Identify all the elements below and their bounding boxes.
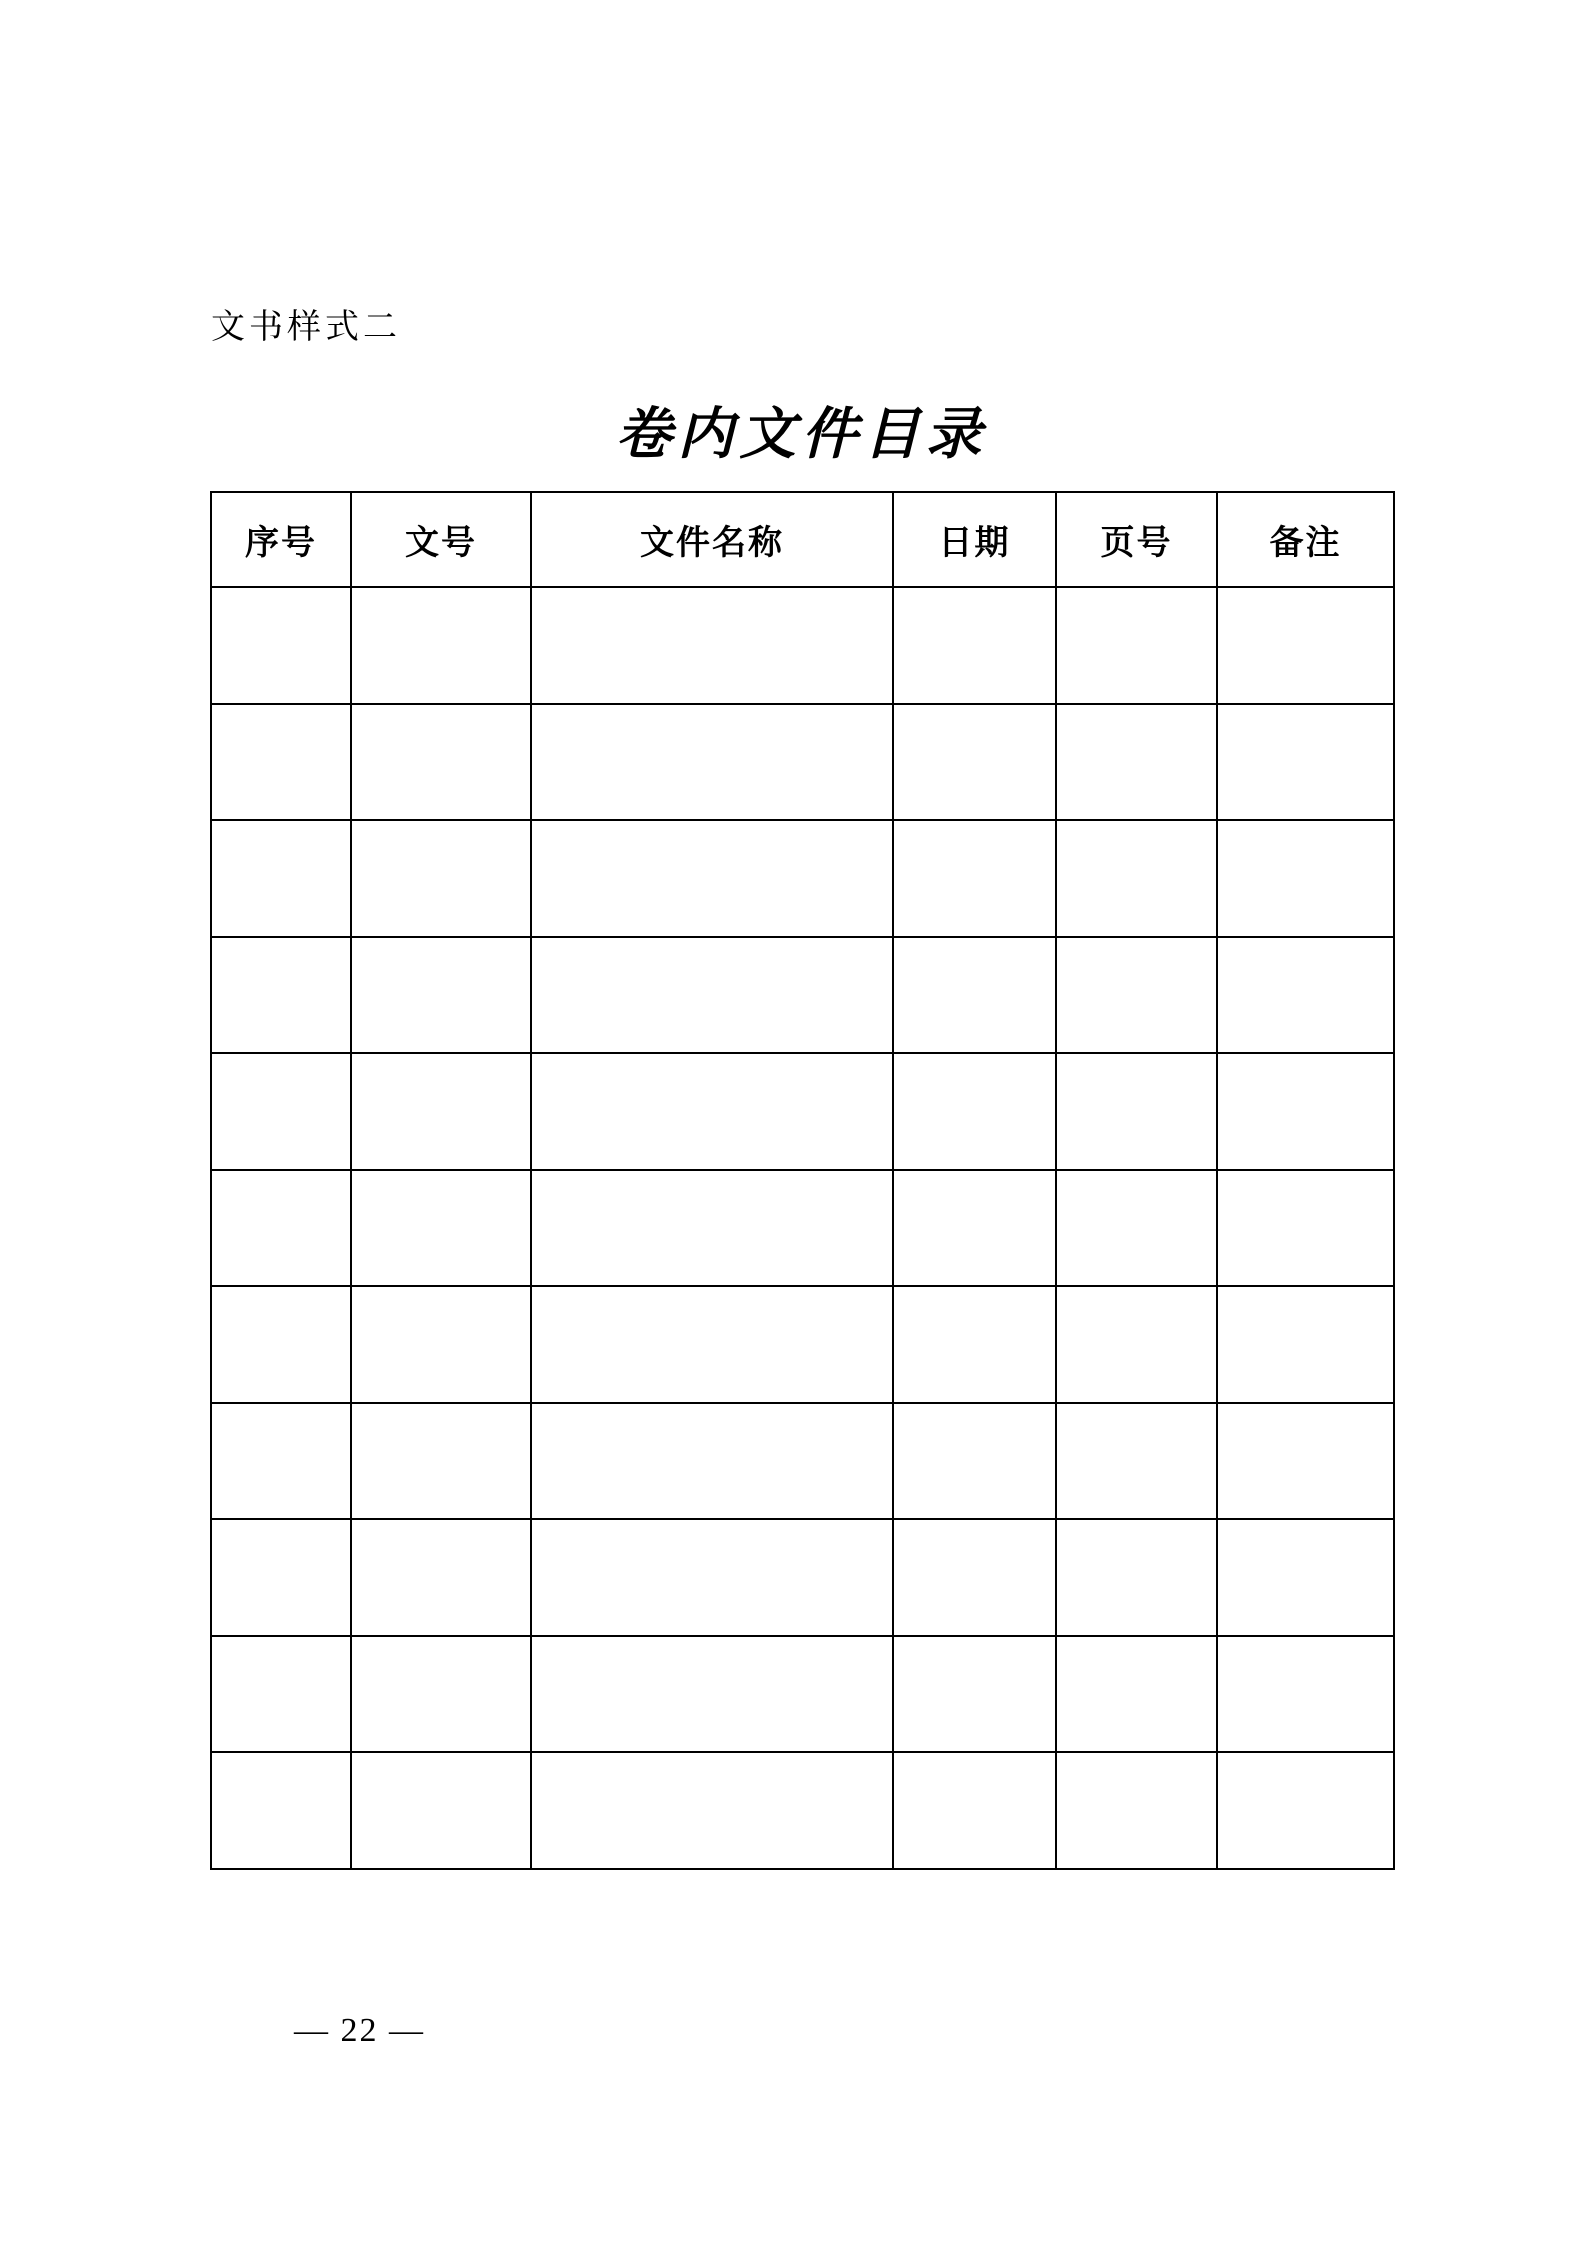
table-cell — [531, 1636, 893, 1753]
table-cell — [211, 704, 351, 821]
table-cell — [211, 1752, 351, 1869]
table-row — [211, 587, 1394, 704]
table-cell — [1217, 704, 1394, 821]
table-cell — [1217, 1053, 1394, 1170]
table-row — [211, 820, 1394, 937]
table-cell — [1056, 1752, 1217, 1869]
table-cell — [531, 587, 893, 704]
table-cell — [1217, 1286, 1394, 1403]
table-cell — [351, 1286, 531, 1403]
table-cell — [351, 1053, 531, 1170]
page-number: — 22 — — [294, 2012, 425, 2049]
table-cell — [1056, 1170, 1217, 1287]
header-serial-number: 序号 — [211, 492, 351, 587]
table-cell — [1056, 1403, 1217, 1520]
file-directory-table — [210, 491, 1395, 1870]
table-cell — [1217, 937, 1394, 1054]
table-cell — [351, 820, 531, 937]
table-cell — [211, 587, 351, 704]
table-cell — [1217, 1752, 1394, 1869]
table-cell — [1056, 1519, 1217, 1636]
header-file-name: 文件名称 — [531, 492, 893, 587]
header-page-no: 页号 — [1056, 492, 1217, 587]
table-cell — [1056, 1636, 1217, 1753]
table-cell — [893, 587, 1056, 704]
table-row — [211, 937, 1394, 1054]
table-cell — [893, 820, 1056, 937]
table-row — [211, 1053, 1394, 1170]
table-cell — [211, 937, 351, 1054]
table-row — [211, 1286, 1394, 1403]
header-remarks: 备注 — [1217, 492, 1394, 587]
table-cell — [351, 1403, 531, 1520]
table-cell — [893, 1752, 1056, 1869]
table-cell — [531, 1403, 893, 1520]
table-cell — [531, 704, 893, 821]
table-cell — [893, 704, 1056, 821]
table-cell — [1217, 1170, 1394, 1287]
table-cell — [1056, 1053, 1217, 1170]
header-document-number: 文号 — [351, 492, 531, 587]
table-cell — [1056, 937, 1217, 1054]
table-cell — [351, 704, 531, 821]
table-cell — [893, 1519, 1056, 1636]
table-row — [211, 704, 1394, 821]
doc-style-label: 文书样式二 — [211, 309, 401, 346]
table-cell — [893, 1053, 1056, 1170]
table-cell — [893, 1286, 1056, 1403]
table-body — [211, 587, 1394, 1869]
header-date: 日期 — [893, 492, 1056, 587]
table-cell — [211, 1170, 351, 1287]
table-row — [211, 1170, 1394, 1287]
table-cell — [531, 1286, 893, 1403]
table-cell — [211, 820, 351, 937]
table-cell — [211, 1636, 351, 1753]
table-row — [211, 1636, 1394, 1753]
table-cell — [1217, 1636, 1394, 1753]
table-cell — [351, 1636, 531, 1753]
table-cell — [1056, 1286, 1217, 1403]
table-cell — [893, 1170, 1056, 1287]
table-cell — [211, 1519, 351, 1636]
table-cell — [1217, 820, 1394, 937]
table-cell — [351, 1519, 531, 1636]
table-cell — [1217, 587, 1394, 704]
table-row — [211, 1752, 1394, 1869]
table-cell — [351, 937, 531, 1054]
table-cell — [211, 1053, 351, 1170]
table-cell — [531, 1170, 893, 1287]
table-cell — [351, 1170, 531, 1287]
table-cell — [531, 820, 893, 937]
table-cell — [531, 1519, 893, 1636]
table-cell — [893, 1403, 1056, 1520]
table-cell — [1056, 587, 1217, 704]
table-cell — [531, 1053, 893, 1170]
table-cell — [893, 1636, 1056, 1753]
page-title: 卷内文件目录 — [615, 401, 988, 467]
table-cell — [531, 1752, 893, 1869]
table-cell — [893, 937, 1056, 1054]
table-cell — [531, 937, 893, 1054]
table-row — [211, 1519, 1394, 1636]
table-cell — [1056, 704, 1217, 821]
table-cell — [351, 587, 531, 704]
table-cell — [211, 1403, 351, 1520]
table-header-row — [211, 492, 1394, 587]
table-row — [211, 1403, 1394, 1520]
table-cell — [1217, 1519, 1394, 1636]
table-cell — [1056, 820, 1217, 937]
table-cell — [351, 1752, 531, 1869]
table-cell — [1217, 1403, 1394, 1520]
table-cell — [211, 1286, 351, 1403]
